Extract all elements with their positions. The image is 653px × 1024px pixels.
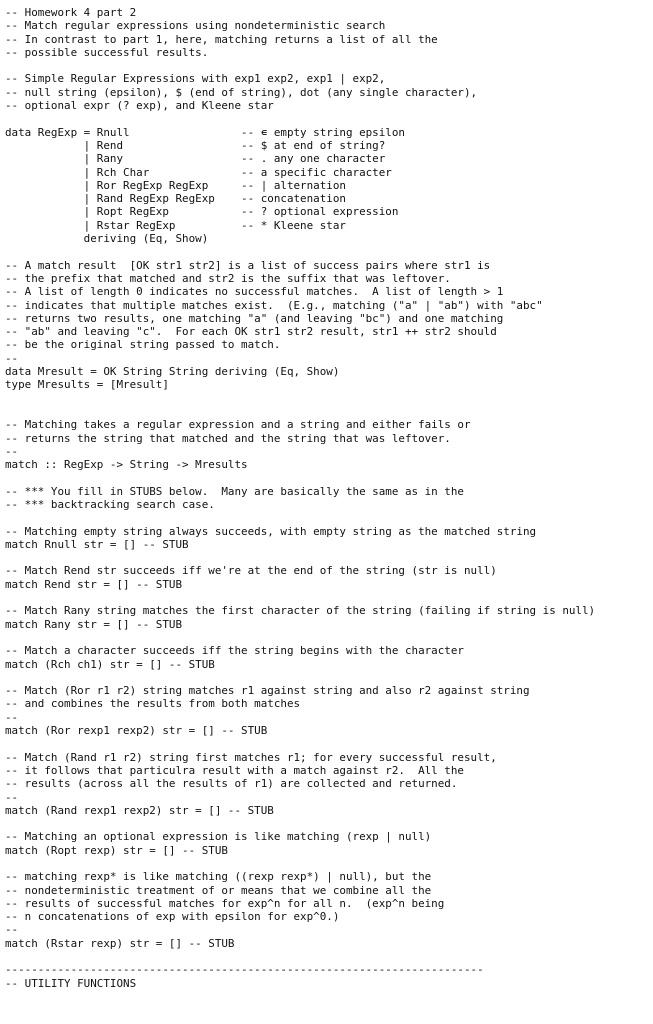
code-line <box>5 857 653 870</box>
code-line: -- Match (Rand r1 r2) string first matches r1; for every successful result, <box>5 750 497 764</box>
code-line: match Rany str = [] -- STUB <box>5 617 183 631</box>
code-line: match Rnull str = [] -- STUB <box>5 537 189 551</box>
code-line: -- Matching an optional expression is like matching (rexp | null) <box>5 830 432 844</box>
code-line: -- <box>5 923 19 937</box>
code-line: | Ropt RegExp -- ? optional expression <box>5 205 399 219</box>
code-line: -- Matching empty string always succeeds, with empty string as the matched string <box>5 524 537 538</box>
code-line: -- be the original string passed to match. <box>5 338 281 352</box>
code-line: -- *** You fill in STUBS below. Many are basically the same as in the <box>5 484 464 498</box>
code-line: ------------------------------------------------------------------------- <box>5 963 484 977</box>
code-line: match (Ror rexp1 rexp2) str = [] -- STUB <box>5 724 268 738</box>
code-line: -- Simple Regular Expressions with exp1 exp2, exp1 | exp2, <box>5 72 386 86</box>
code-line: | Ror RegExp RegExp -- | alternation <box>5 178 346 192</box>
code-line: | Rend -- $ at end of string? <box>5 138 386 152</box>
code-line <box>5 631 653 644</box>
code-line: -- indicates that multiple matches exist. (E.g., matching ("a" | "ab") with "abc" <box>5 298 543 312</box>
code-line <box>5 950 653 963</box>
code-line: match (Rstar rexp) str = [] -- STUB <box>5 936 235 950</box>
code-line: -- optional expr (? exp), and Kleene star <box>5 99 274 113</box>
code-line: -- it follows that particulra result with a match against r2. All the <box>5 763 464 777</box>
code-line <box>5 471 653 484</box>
code-line: -- <box>5 710 19 724</box>
code-line: -- the prefix that matched and str2 is the suffix that was leftover. <box>5 271 451 285</box>
code-line: -- returns the string that matched and the string that was leftover. <box>5 431 451 445</box>
code-line: match Rend str = [] -- STUB <box>5 577 183 591</box>
code-line: -- n concatenations of exp with epsilon for exp^0.) <box>5 910 340 924</box>
code-line: | Rch Char -- a specific character <box>5 165 392 179</box>
code-line: -- Match a character succeeds iff the string begins with the character <box>5 644 464 658</box>
code-line: match :: RegExp -> String -> Mresults <box>5 458 248 472</box>
code-line: -- Match regular expressions using nondeterministic search <box>5 19 386 33</box>
code-line: -- <box>5 444 19 458</box>
code-line <box>5 817 653 830</box>
code-line: | Rstar RegExp -- * Kleene star <box>5 218 346 232</box>
code-line: -- possible successful results. <box>5 45 209 59</box>
code-line <box>5 990 653 1003</box>
code-line <box>5 245 653 258</box>
code-line: -- returns two results, one matching "a" (and leaving "bc") and one matching <box>5 311 504 325</box>
code-line <box>5 392 653 405</box>
code-line: -- null string (epsilon), $ (end of string), dot (any single character), <box>5 85 478 99</box>
code-line: match (Rch ch1) str = [] -- STUB <box>5 657 215 671</box>
code-line: -- Homework 4 part 2 <box>5 6 137 19</box>
code-line: -- Match (Ror r1 r2) string matches r1 against string and also r2 against string <box>5 684 530 698</box>
code-line: -- nondeterministic treatment of or means that we combine all the <box>5 883 432 897</box>
code-line <box>5 671 653 684</box>
code-line <box>5 112 653 125</box>
code-line: -- *** backtracking search case. <box>5 497 215 511</box>
code-line: -- Match Rany string matches the first character of the string (failing if string is null) <box>5 604 596 618</box>
code-line: -- and combines the results from both matches <box>5 697 301 711</box>
code-line <box>5 405 653 418</box>
code-line: -- results (across all the results of r1) are collected and returned. <box>5 777 458 791</box>
code-line <box>5 591 653 604</box>
code-line <box>5 511 653 524</box>
code-line: -- A match result [OK str1 str2] is a list of success pairs where str1 is <box>5 258 491 272</box>
code-line: | Rand RegExp RegExp -- concatenation <box>5 192 346 206</box>
code-line: match (Ropt rexp) str = [] -- STUB <box>5 843 228 857</box>
code-line <box>5 59 653 72</box>
code-line: type Mresults = [Mresult] <box>5 378 169 392</box>
code-line: -- <box>5 790 19 804</box>
code-line: data Mresult = OK String String deriving (Eq, Show) <box>5 365 340 379</box>
code-line: -- Matching takes a regular expression and a string and either fails or <box>5 418 471 432</box>
code-line: -- In contrast to part 1, here, matching returns a list of all the <box>5 32 438 46</box>
code-line: -- <box>5 351 19 365</box>
code-line: data RegExp = Rnull -- ∊ empty string epsilon <box>5 125 405 139</box>
code-line: -- results of successful matches for exp^n for all n. (exp^n being <box>5 896 445 910</box>
code-line: -- "ab" and leaving "c". For each OK str1 str2 result, str1 ++ str2 should <box>5 325 497 339</box>
code-line: deriving (Eq, Show) <box>5 232 209 246</box>
code-line: -- Match Rend str succeeds iff we're at the end of the string (str is null) <box>5 564 497 578</box>
code-line: -- A list of length 0 indicates no successful matches. A list of length > 1 <box>5 285 504 299</box>
code-line <box>5 551 653 564</box>
code-line: match (Rand rexp1 rexp2) str = [] -- STUB <box>5 803 274 817</box>
code-line: -- UTILITY FUNCTIONS <box>5 976 137 990</box>
code-line: | Rany -- . any one character <box>5 152 386 166</box>
code-line: -- matching rexp* is like matching ((rexp rexp*) | null), but the <box>5 870 432 884</box>
code-line <box>5 737 653 750</box>
